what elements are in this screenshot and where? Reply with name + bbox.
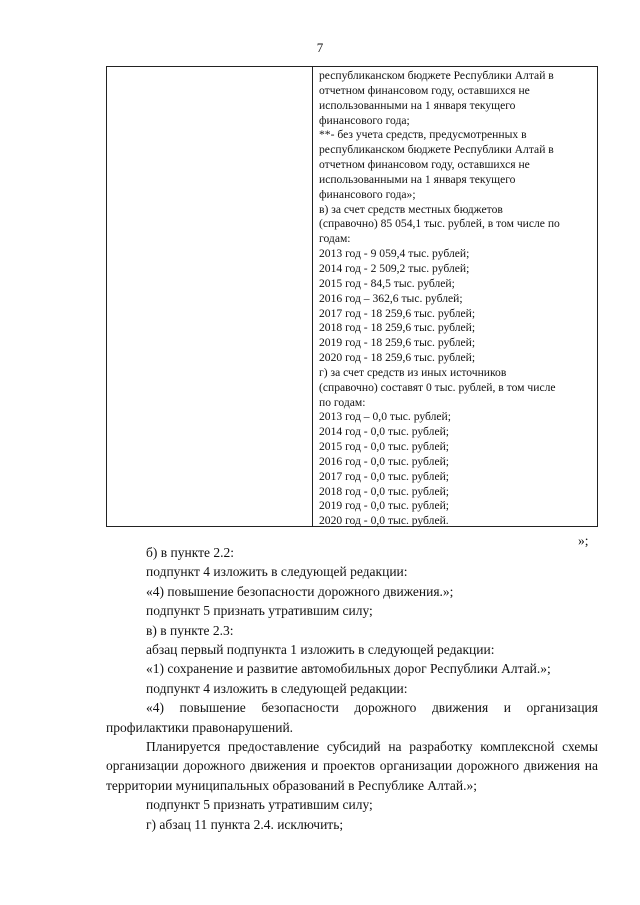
table-line: (справочно) составят 0 тыс. рублей, в том числе: [319, 380, 556, 394]
paragraph-subpoint4-intro-2: подпункт 4 изложить в следующей редакции:: [146, 680, 408, 696]
table-right-cell: [319, 69, 595, 529]
table-line: 2018 год - 0,0 тыс. рублей;: [319, 484, 450, 498]
table-column-divider: [312, 67, 313, 526]
paragraph-subpoint5-void: подпункт 5 признать утратившим силу;: [146, 603, 373, 619]
table-line: использованными на 1 января текущего: [319, 98, 516, 112]
table-line: 2015 год - 0,0 тыс. рублей;: [319, 440, 450, 454]
table-line: в) за счет средств местных бюджетов: [319, 202, 503, 216]
table-line: **- без учета средств, предусмотренных в: [319, 128, 527, 142]
paragraph-b: б) в пункте 2.2:: [146, 545, 234, 560]
page-number: 7: [316, 40, 324, 55]
table-line: 2020 год - 0,0 тыс. рублей.: [319, 514, 449, 528]
table-line: республиканском бюджете Республики Алтай в: [319, 69, 554, 82]
table-line: 2018 год - 18 259,6 тыс. рублей;: [319, 321, 476, 335]
table-line: 2013 год - 9 059,4 тыс. рублей;: [319, 247, 470, 261]
table-line: финансового года;: [319, 113, 410, 127]
table-closing-quote: »;: [578, 533, 589, 548]
paragraph-subpoint5-void-2: подпункт 5 признать утратившим силу;: [146, 797, 373, 813]
paragraph-subpoint4-intro: подпункт 4 изложить в следующей редакции:: [146, 564, 408, 580]
paragraph-abzac-intro: абзац первый подпункта 1 изложить в следующей редакции:: [146, 642, 495, 658]
table-line: 2016 год - 0,0 тыс. рублей;: [319, 454, 450, 468]
table-line: 2013 год – 0,0 тыс. рублей;: [319, 410, 451, 424]
table-line: 2017 год - 18 259,6 тыс. рублей;: [319, 306, 476, 320]
table-line: использованными на 1 января текущего: [319, 172, 516, 186]
budget-table: [106, 66, 598, 527]
table-line: 2019 год - 18 259,6 тыс. рублей;: [319, 336, 476, 350]
table-line: 2019 год - 0,0 тыс. рублей;: [319, 499, 450, 513]
table-line: 2014 год - 0,0 тыс. рублей;: [319, 425, 450, 439]
table-line: г) за счет средств из иных источников: [319, 365, 507, 379]
paragraph-g: г) абзац 11 пункта 2.4. исключить;: [146, 816, 344, 832]
paragraph-roads-text: «1) сохранение и развитие автомобильных дорог Республики Алтай.»;: [146, 661, 551, 677]
table-line: 2014 год - 2 509,2 тыс. рублей;: [319, 261, 470, 275]
table-line: (справочно) 85 054,1 тыс. рублей, в том числе по: [319, 217, 560, 231]
table-line: отчетном финансовом году, оставшихся не: [319, 158, 530, 172]
table-line: финансового года»;: [319, 187, 416, 201]
table-line: республиканском бюджете Республики Алтай в: [319, 143, 554, 157]
table-line: 2017 год - 0,0 тыс. рублей;: [319, 469, 450, 483]
paragraph-safety-text: «4) повышение безопасности дорожного движения и организация профилактики правонарушений.: [106, 700, 598, 735]
table-line: 2020 год - 18 259,6 тыс. рублей;: [319, 351, 476, 365]
table-line: отчетном финансовом году, оставшихся не: [319, 83, 530, 97]
table-line: по годам:: [319, 395, 366, 409]
paragraph-v: в) в пункте 2.3:: [146, 622, 234, 638]
table-line: 2015 год - 84,5 тыс. рублей;: [319, 276, 455, 290]
paragraph-subpoint4-text: «4) повышение безопасности дорожного движения.»;: [146, 583, 454, 599]
table-line: годам:: [319, 232, 351, 246]
document-body: [106, 543, 598, 834]
table-line: 2016 год – 362,6 тыс. рублей;: [319, 291, 463, 305]
paragraph-subsidies-text: Планируется предоставление субсидий на разработку комплексной схемы организации дорожного движения и проектов организации дорожного движения на территории муниципальных образований в Республике Алтай.»;: [106, 739, 598, 793]
